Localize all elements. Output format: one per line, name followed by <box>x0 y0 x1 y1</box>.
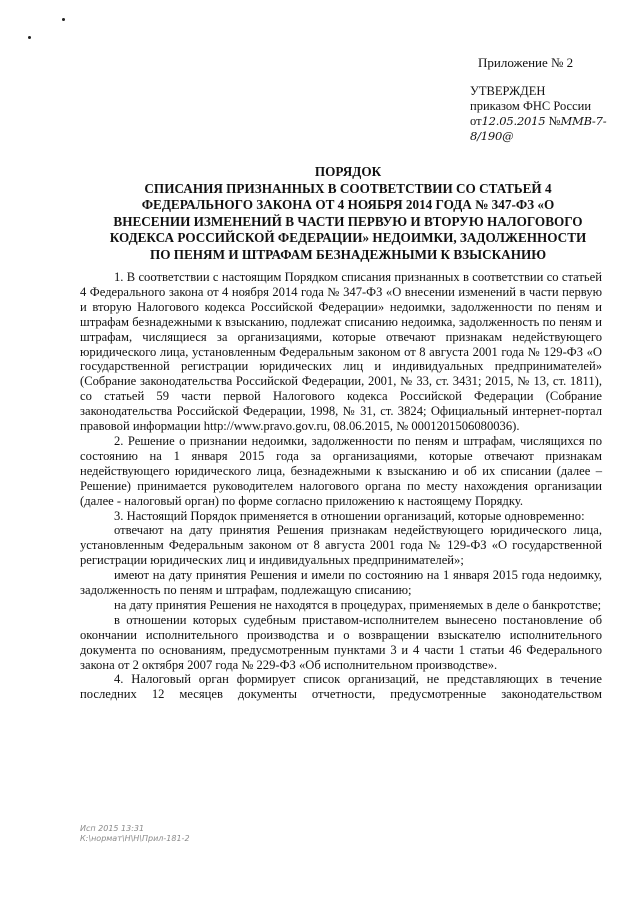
order-number-prefix: № <box>548 114 561 128</box>
footer-stamp <box>80 824 190 844</box>
paragraph: на дату принятия Решения не находятся в процедурах, применяемых в деле о банкротстве; <box>114 597 602 612</box>
order-prefix: от <box>470 114 482 128</box>
paragraph: 4. Налоговый орган формирует список организаций, не представляющих в течение последних 12 месяцев документы отчетности, предусмотренные законодательством <box>80 672 602 702</box>
scan-speck <box>28 36 31 39</box>
order-number: ММВ-7-8/190@ <box>470 114 607 143</box>
paragraph: 3. Настоящий Порядок применяется в отношении организаций, которые одновременно: <box>114 508 585 523</box>
paragraph: 1. В соответствии с настоящим Порядком списания признанных в соответствии со статьей 4 Федерального закона от 4 ноября 2014 года № 347-ФЗ «О внесении изменений в части первую и вторую Налогового кодекса Российской Федерации» недоимки, задолженности по пеням и штрафам безнадежными к взысканию, подлежат списанию недоимка, задолженность по пеням и штрафам, числящиеся за организациями, которые отвечают признакам недействующего юридического лица, установленным Федеральным законом от 8 августа 2001 года № 129-ФЗ «О государственной регистрации юридических лиц и индивидуальных предпринимателей» (Собрание законодательства Российской Федерации, 2001, № 33, ст. 3431; 2015, № 13, ст. 1811), со статьей 59 части первой Налогового кодекса Российской Федерации (Собрание законодательства Российской Федерации, 1998, № 31, ст. 3824; Официальный интернет-портал правовой информации http://www.pravo.gov.ru, 08.06.2015, № 0001201506080036). <box>80 270 602 434</box>
paragraph: отвечают на дату принятия Решения признакам недействующего юридического лица, установленным Федеральным законом от 8 августа 2001 года № 129-ФЗ «О государственной регистрации юридических лиц и индивидуальных предпринимателей»; <box>80 523 602 568</box>
stamp-line-1: Исп 2015 13:31 <box>80 824 145 833</box>
document-body <box>80 270 602 702</box>
order-line <box>470 114 640 144</box>
paragraph: 2. Решение о признании недоимки, задолженности по пеням и штрафам, числящихся по состоянию на 1 января 2015 года за организациями, которые отвечают признакам недействующего юридического лица, безнадежными к взысканию и об их списании (далее – Решение) принимается руководителем налогового органа по месту нахождения организации (далее - налоговый орган) по форме согласно приложению к настоящему Порядку. <box>80 433 602 508</box>
approved-label: УТВЕРЖДЕН <box>470 84 546 98</box>
title-line-1: ПОРЯДОК <box>314 164 382 179</box>
approved-by: приказом ФНС России <box>470 99 592 113</box>
stamp-line-2: К:\нормат\Н\Н\Прил-181-2 <box>80 834 190 843</box>
title-line-2: СПИСАНИЯ ПРИЗНАННЫХ В СООТВЕТСТВИИ СО СТАТЬЕЙ 4 ФЕДЕРАЛЬНОГО ЗАКОНА ОТ 4 НОЯБРЯ 2014 ГОДА № 347-ФЗ «О ВНЕСЕНИИ ИЗМЕНЕНИЙ В ЧАСТИ ПЕРВУЮ И ВТОРУЮ НАЛОГОВОГО КОДЕКСА РОССИЙСКОЙ ФЕДЕРАЦИИ» НЕДОИМКИ, ЗАДОЛЖЕННОСТИ ПО ПЕНЯМ И ШТРАФАМ БЕЗНАДЕЖНЫМИ К ВЗЫСКАНИЮ <box>109 180 587 262</box>
paragraph: в отношении которых судебным приставом-исполнителем вынесено постановление об окончании исполнительного производства и о возвращении взыскателю исполнительного документа по основаниям, предусмотренным пунктами 3 и 4 части 1 статьи 46 Федерального закона от 2 октября 2007 года № 229-ФЗ «Об исполнительном производстве». <box>80 612 602 672</box>
approval-block <box>470 84 640 144</box>
document-title <box>108 164 588 263</box>
scan-speck <box>62 18 65 21</box>
order-date: 12.05.2015 <box>481 114 546 128</box>
paragraph: имеют на дату принятия Решения и имели по состоянию на 1 января 2015 года недоимку, задолженность по пеням и штрафам, подлежащую списанию; <box>80 568 602 598</box>
appendix-label: Приложение № 2 <box>478 55 574 70</box>
